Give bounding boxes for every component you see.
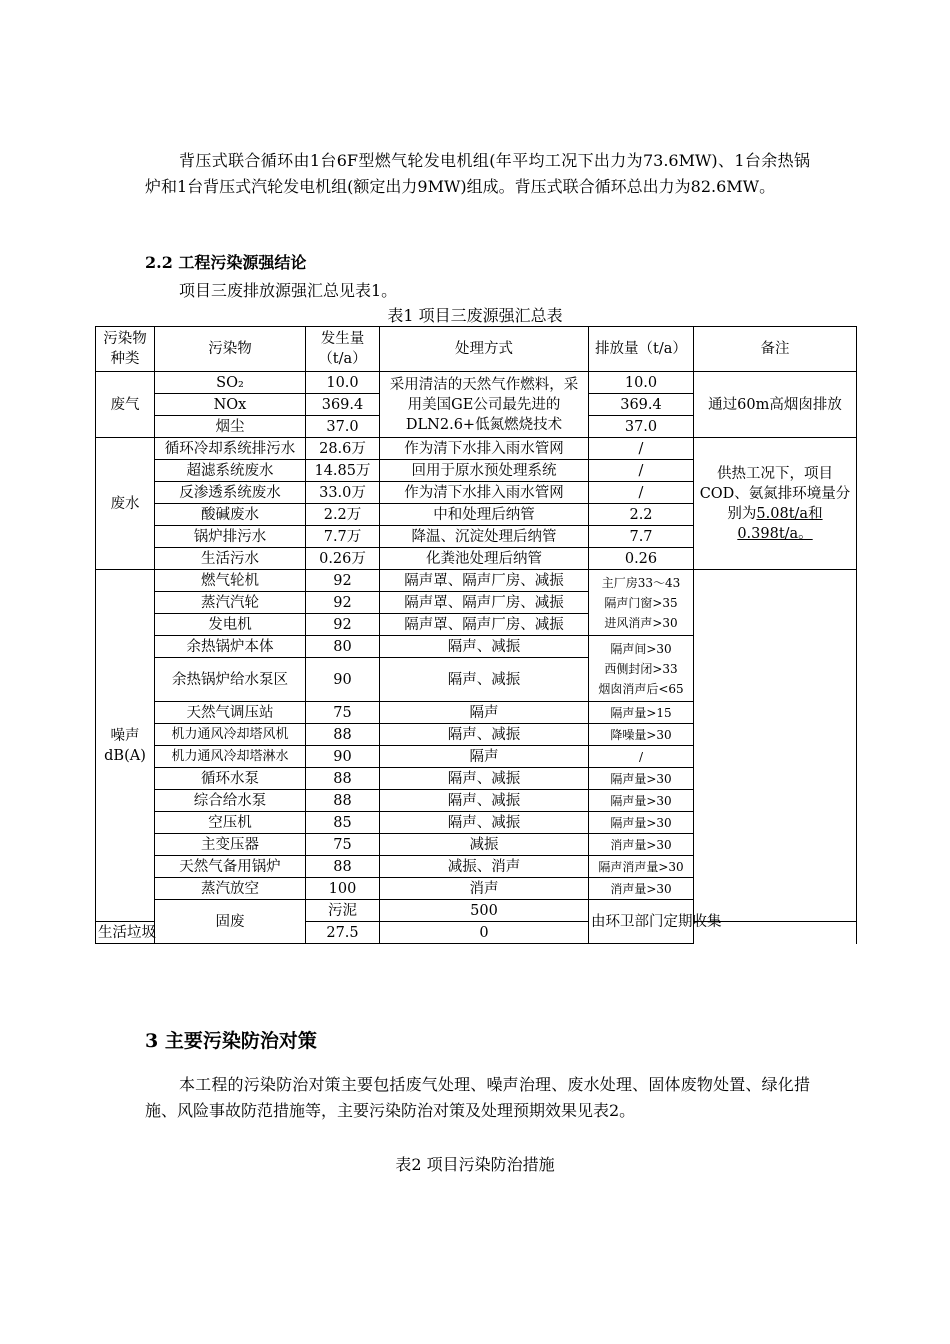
pollutant-cell: 生活垃圾 bbox=[96, 922, 155, 944]
treatment-cell: 回用于原水预处理系统 bbox=[380, 460, 589, 482]
emission-line: 烟囱消声后<65 bbox=[598, 681, 684, 696]
pollutant-cell: 余热锅炉给水泵区 bbox=[155, 658, 306, 702]
pollutant-cell: 生活污水 bbox=[155, 548, 306, 570]
treatment-cell: 隔声 bbox=[380, 702, 589, 724]
pollutant-cell: NOx bbox=[155, 394, 306, 416]
pollutant-cell: 天然气调压站 bbox=[155, 702, 306, 724]
waste-gas-remark: 通过60m高烟囱排放 bbox=[694, 372, 857, 438]
treatment-cell: 作为清下水排入雨水管网 bbox=[380, 482, 589, 504]
treatment-cell: 作为清下水排入雨水管网 bbox=[380, 438, 589, 460]
emission-line: 进风消声>30 bbox=[604, 615, 678, 630]
generation-cell: 88 bbox=[306, 724, 380, 746]
generation-cell: 369.4 bbox=[306, 394, 380, 416]
header-category: 污染物种类 bbox=[96, 327, 155, 372]
table1-caption: 表1 项目三废源强汇总表 bbox=[387, 306, 563, 325]
pollutant-cell: 主变压器 bbox=[155, 834, 306, 856]
treatment-cell: 减振 bbox=[380, 834, 589, 856]
generation-cell: 90 bbox=[306, 746, 380, 768]
header-pollutant: 污染物 bbox=[155, 327, 306, 372]
emission-cell: / bbox=[589, 746, 694, 768]
emission-cell: 隔声量>30 bbox=[589, 790, 694, 812]
treatment-cell: 减振、消声 bbox=[380, 856, 589, 878]
treatment-cell: 降温、沉淀处理后纳管 bbox=[380, 526, 589, 548]
waste-gas-treatment: 采用清洁的天然气作燃料，采用美国GE公司最先进的DLN2.6+低氮燃烧技术 bbox=[380, 372, 589, 438]
generation-cell: 85 bbox=[306, 812, 380, 834]
emission-cell: 消声量>30 bbox=[589, 834, 694, 856]
pollutant-cell: 机力通风冷却塔淋水 bbox=[155, 746, 306, 768]
remark-text: 供热工况下，项目COD、氨氮排环境量分别为 bbox=[699, 465, 851, 522]
pollutant-cell: 污泥 bbox=[306, 900, 380, 922]
generation-cell: 92 bbox=[306, 614, 380, 636]
section-2-2-heading: 2.2 工程污染源强结论 bbox=[145, 253, 307, 272]
header-emission: 排放量（t/a） bbox=[589, 327, 694, 372]
generation-cell: 2.2万 bbox=[306, 504, 380, 526]
emission-cell: 隔声量>30 bbox=[589, 812, 694, 834]
header-generation: 发生量（t/a） bbox=[306, 327, 380, 372]
treatment-cell: 隔声、减振 bbox=[380, 658, 589, 702]
pollutant-cell: 蒸汽汽轮 bbox=[155, 592, 306, 614]
ammonia-value: 0.398t/a。 bbox=[737, 525, 813, 542]
emission-cell: 369.4 bbox=[589, 394, 694, 416]
treatment-cell: 隔声 bbox=[380, 746, 589, 768]
table-header-row bbox=[96, 327, 857, 372]
treatment-cell: 隔声罩、隔声厂房、减振 bbox=[380, 592, 589, 614]
solid-waste-treatment: 由环卫部门定期收集 bbox=[589, 900, 694, 944]
generation-cell: 33.0万 bbox=[306, 482, 380, 504]
generation-cell: 28.6万 bbox=[306, 438, 380, 460]
category-solid-waste: 固废 bbox=[155, 900, 306, 944]
generation-cell: 88 bbox=[306, 790, 380, 812]
emission-line: 隔声门窗>35 bbox=[604, 595, 678, 610]
generation-cell: 10.0 bbox=[306, 372, 380, 394]
emission-cell: 隔声量>15 bbox=[589, 702, 694, 724]
emission-cell: 7.7 bbox=[589, 526, 694, 548]
emission-cell: 2.2 bbox=[589, 504, 694, 526]
emission-line: 西侧封闭>33 bbox=[604, 661, 678, 676]
pollutant-cell: 循环冷却系统排污水 bbox=[155, 438, 306, 460]
emission-cell: / bbox=[589, 460, 694, 482]
table-row bbox=[96, 438, 857, 460]
pollutant-cell: 反渗透系统废水 bbox=[155, 482, 306, 504]
noise-group2-emission bbox=[589, 636, 694, 702]
emission-cell: / bbox=[589, 482, 694, 504]
treatment-cell: 隔声罩、隔声厂房、减振 bbox=[380, 614, 589, 636]
header-remark: 备注 bbox=[694, 327, 857, 372]
generation-cell: 0.26万 bbox=[306, 548, 380, 570]
cod-value: 5.08t/a bbox=[756, 505, 809, 522]
treatment-cell: 隔声罩、隔声厂房、减振 bbox=[380, 570, 589, 592]
pollutant-cell: 综合给水泵 bbox=[155, 790, 306, 812]
pollutant-cell: 天然气备用锅炉 bbox=[155, 856, 306, 878]
category-noise bbox=[96, 570, 155, 922]
pollutant-cell: 机力通风冷却塔风机 bbox=[155, 724, 306, 746]
category-waste-gas: 废气 bbox=[96, 372, 155, 438]
pollutant-cell: 锅炉排污水 bbox=[155, 526, 306, 548]
noise-remark bbox=[694, 570, 857, 922]
pollutant-cell: 酸碱废水 bbox=[155, 504, 306, 526]
pollutant-cell: 循环水泵 bbox=[155, 768, 306, 790]
generation-cell: 7.7万 bbox=[306, 526, 380, 548]
generation-cell: 75 bbox=[306, 702, 380, 724]
table2-caption: 表2 项目污染防治措施 bbox=[395, 1155, 555, 1174]
generation-cell: 500 bbox=[380, 900, 589, 922]
generation-cell: 92 bbox=[306, 592, 380, 614]
pollutant-cell: 烟尘 bbox=[155, 416, 306, 438]
pollutant-cell: 余热锅炉本体 bbox=[155, 636, 306, 658]
treatment-cell: 隔声、减振 bbox=[380, 768, 589, 790]
pollutant-cell: 发电机 bbox=[155, 614, 306, 636]
pollutant-cell: 蒸汽放空 bbox=[155, 878, 306, 900]
treatment-cell: 隔声、减振 bbox=[380, 812, 589, 834]
emission-cell: 37.0 bbox=[589, 416, 694, 438]
pollutant-cell: SO₂ bbox=[155, 372, 306, 394]
emission-cell: 0 bbox=[380, 922, 589, 944]
generation-cell: 88 bbox=[306, 856, 380, 878]
waste-water-remark bbox=[694, 438, 857, 570]
treatment-cell: 隔声、减振 bbox=[380, 790, 589, 812]
emission-cell: 消声量>30 bbox=[589, 878, 694, 900]
generation-cell: 88 bbox=[306, 768, 380, 790]
treatment-cell: 中和处理后纳管 bbox=[380, 504, 589, 526]
intro-paragraph: 背压式联合循环由1台6F型燃气轮发电机组(年平均工况下出力为73.6MW)、1台余热锅炉和1台背压式汽轮发电机组(额定出力9MW)组成。背压式联合循环总出力为82.6MW。 bbox=[145, 151, 810, 196]
treatment-cell: 隔声、减振 bbox=[380, 724, 589, 746]
generation-cell: 75 bbox=[306, 834, 380, 856]
section-3-text: 本工程的污染防治对策主要包括废气处理、噪声治理、废水处理、固体废物处置、绿化措施、风险事故防范措施等，主要污染防治对策及处理预期效果见表2。 bbox=[145, 1075, 810, 1120]
table-row bbox=[96, 372, 857, 394]
generation-cell: 90 bbox=[306, 658, 380, 702]
emission-line: 隔声间>30 bbox=[610, 641, 672, 656]
pollutant-cell: 超滤系统废水 bbox=[155, 460, 306, 482]
category-waste-water: 废水 bbox=[96, 438, 155, 570]
noise-unit: dB(A) bbox=[104, 747, 146, 764]
header-treatment: 处理方式 bbox=[380, 327, 589, 372]
noise-group1-emission bbox=[589, 570, 694, 636]
generation-cell: 80 bbox=[306, 636, 380, 658]
emission-cell: 10.0 bbox=[589, 372, 694, 394]
emission-cell: / bbox=[589, 438, 694, 460]
section-3-heading: 3 主要污染防治对策 bbox=[145, 1030, 317, 1052]
pollutant-cell: 燃气轮机 bbox=[155, 570, 306, 592]
pollutant-cell: 空压机 bbox=[155, 812, 306, 834]
noise-label: 噪声 bbox=[110, 727, 140, 744]
table-row bbox=[96, 570, 857, 592]
emission-cell: 0.26 bbox=[589, 548, 694, 570]
generation-cell: 14.85万 bbox=[306, 460, 380, 482]
treatment-cell: 化粪池处理后纳管 bbox=[380, 548, 589, 570]
generation-cell: 100 bbox=[306, 878, 380, 900]
treatment-cell: 隔声、减振 bbox=[380, 636, 589, 658]
emission-line: 主厂房33～43 bbox=[601, 575, 681, 590]
pollution-summary-table bbox=[95, 326, 857, 944]
generation-cell: 92 bbox=[306, 570, 380, 592]
generation-cell: 37.0 bbox=[306, 416, 380, 438]
emission-cell: 降噪量>30 bbox=[589, 724, 694, 746]
section-2-2-text: 项目三废排放源强汇总见表1。 bbox=[179, 281, 398, 300]
generation-cell: 27.5 bbox=[306, 922, 380, 944]
emission-cell: 隔声量>30 bbox=[589, 768, 694, 790]
remark-mid: 和 bbox=[808, 505, 823, 522]
treatment-cell: 消声 bbox=[380, 878, 589, 900]
emission-cell: 隔声消声量>30 bbox=[589, 856, 694, 878]
